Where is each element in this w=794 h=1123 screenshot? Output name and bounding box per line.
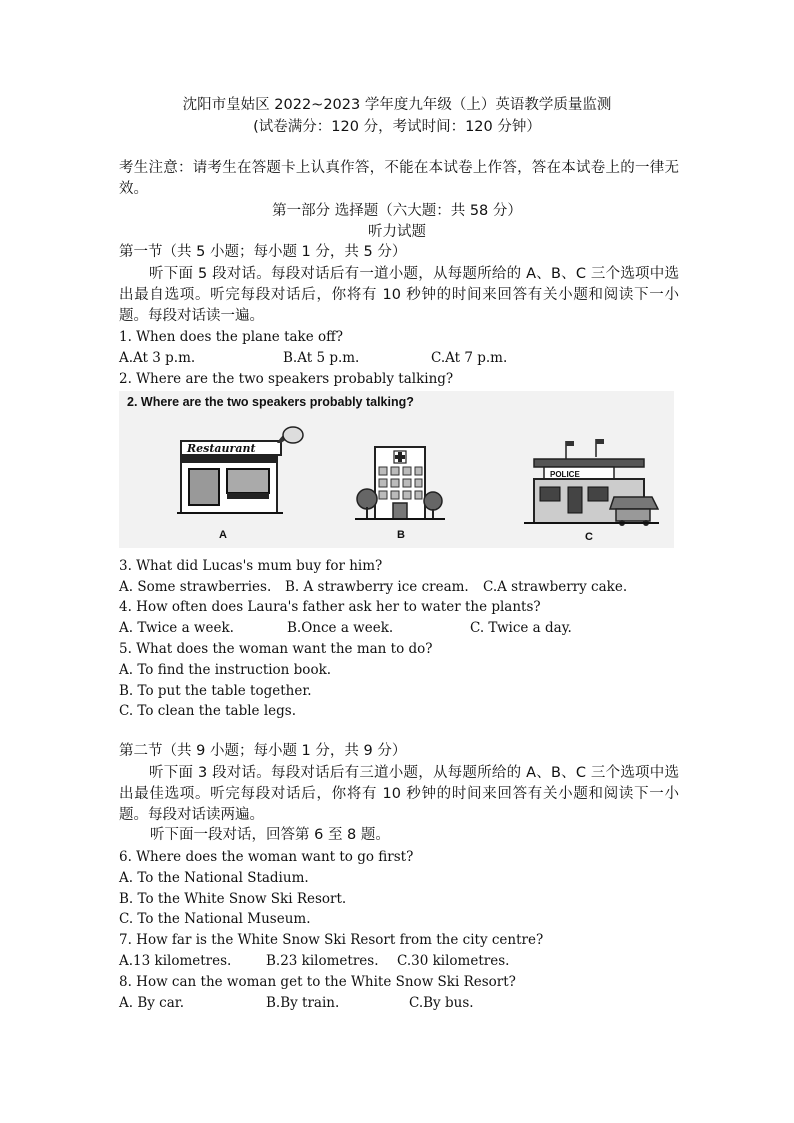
question-4-stem: 4. How often does Laura's father ask her to water the plants? <box>119 599 541 615</box>
section1-heading: 第一节（共 5 小题；每小题 1 分，共 5 分） <box>119 244 407 260</box>
section2-instructions: 听下面 3 段对话。每段对话后有三道小题，从每题所给的 A、B、C 三个选项中选出最佳选项。听完每段对话后，你将有 10 秒钟的时间来回答有关小题和阅读下一小题。每段对话读两遍。 <box>119 765 679 823</box>
question-8-option-b: B.By train. <box>266 995 340 1011</box>
police-sign-text: POLICE <box>550 470 580 479</box>
question-2-stem: 2. Where are the two speakers probably talking? <box>119 371 454 387</box>
part1-subheading: 听力试题 <box>368 224 426 240</box>
question-1-stem: 1. When does the plane take off? <box>119 329 343 345</box>
question-3-option-c: C.A strawberry cake. <box>483 579 628 595</box>
section2-group-note: 听下面一段对话，回答第 6 至 8 题。 <box>150 827 390 843</box>
question-6-option-a: A. To the National Stadium. <box>119 870 309 886</box>
question-8-stem: 8. How can the woman get to the White Snow Ski Resort? <box>119 974 516 990</box>
question-1-option-c: C.At 7 p.m. <box>431 350 508 366</box>
section2-heading: 第二节（共 9 小题；每小题 1 分，共 9 分） <box>119 743 407 759</box>
restaurant-sign-text: Restaurant <box>187 442 256 455</box>
question-8-option-a: A. By car. <box>119 995 185 1011</box>
exam-notice: 考生注意：请考生在答题卡上认真作答，不能在本试卷上作答，答在本试卷上的一律无效。 <box>119 160 679 197</box>
question-7-option-a: A.13 kilometres. <box>119 953 232 969</box>
exam-subtitle: (试卷满分：120 分，考试时间：120 分钟） <box>253 119 541 135</box>
question-2-figure <box>119 391 674 548</box>
question-3-stem: 3. What did Lucas's mum buy for him? <box>119 558 383 574</box>
question-5-option-b: B. To put the table together. <box>119 683 312 699</box>
question-5-stem: 5. What does the woman want the man to do? <box>119 641 433 657</box>
question-1-option-a: A.At 3 p.m. <box>119 350 196 366</box>
question-5-option-a: A. To find the instruction book. <box>119 662 332 678</box>
question-8-option-c: C.By bus. <box>409 995 474 1011</box>
restaurant-icon <box>177 421 307 516</box>
question-4-option-a: A. Twice a week. <box>119 620 234 636</box>
question-7-option-c: C.30 kilometres. <box>397 953 510 969</box>
question-3-option-a: A. Some strawberries. <box>119 579 272 595</box>
question-3-option-b: B. A strawberry ice cream. <box>285 579 469 595</box>
question-6-stem: 6. Where does the woman want to go first? <box>119 849 414 865</box>
section1-instructions: 听下面 5 段对话。每段对话后有一道小题，从每题所给的 A、B、C 三个选项中选出最自选项。听完每段对话后，你将有 10 秒钟的时间来回答有关小题和阅读下一小题。每段对话读一遍。 <box>119 266 679 324</box>
hospital-icon <box>355 441 445 521</box>
police-station-icon <box>524 437 659 527</box>
question-1-option-b: B.At 5 p.m. <box>283 350 360 366</box>
figure-label-b: B <box>397 529 405 541</box>
question-7-stem: 7. How far is the White Snow Ski Resort from the city centre? <box>119 932 544 948</box>
question-6-option-c: C. To the National Museum. <box>119 911 311 927</box>
question-4-option-c: C. Twice a day. <box>470 620 572 636</box>
question-5-option-c: C. To clean the table legs. <box>119 703 296 719</box>
question-6-option-b: B. To the White Snow Ski Resort. <box>119 891 347 907</box>
exam-title: 沈阳市皇姑区 2022~2023 学年度九年级（上）英语教学质量监测 <box>182 97 612 113</box>
figure-title: 2. Where are the two speakers probably talking? <box>127 395 414 409</box>
question-7-option-b: B.23 kilometres. <box>266 953 379 969</box>
question-4-option-b: B.Once a week. <box>287 620 394 636</box>
figure-label-c: C <box>585 531 593 543</box>
figure-label-a: A <box>219 529 227 541</box>
part1-heading: 第一部分 选择题（六大题：共 58 分） <box>272 203 522 219</box>
